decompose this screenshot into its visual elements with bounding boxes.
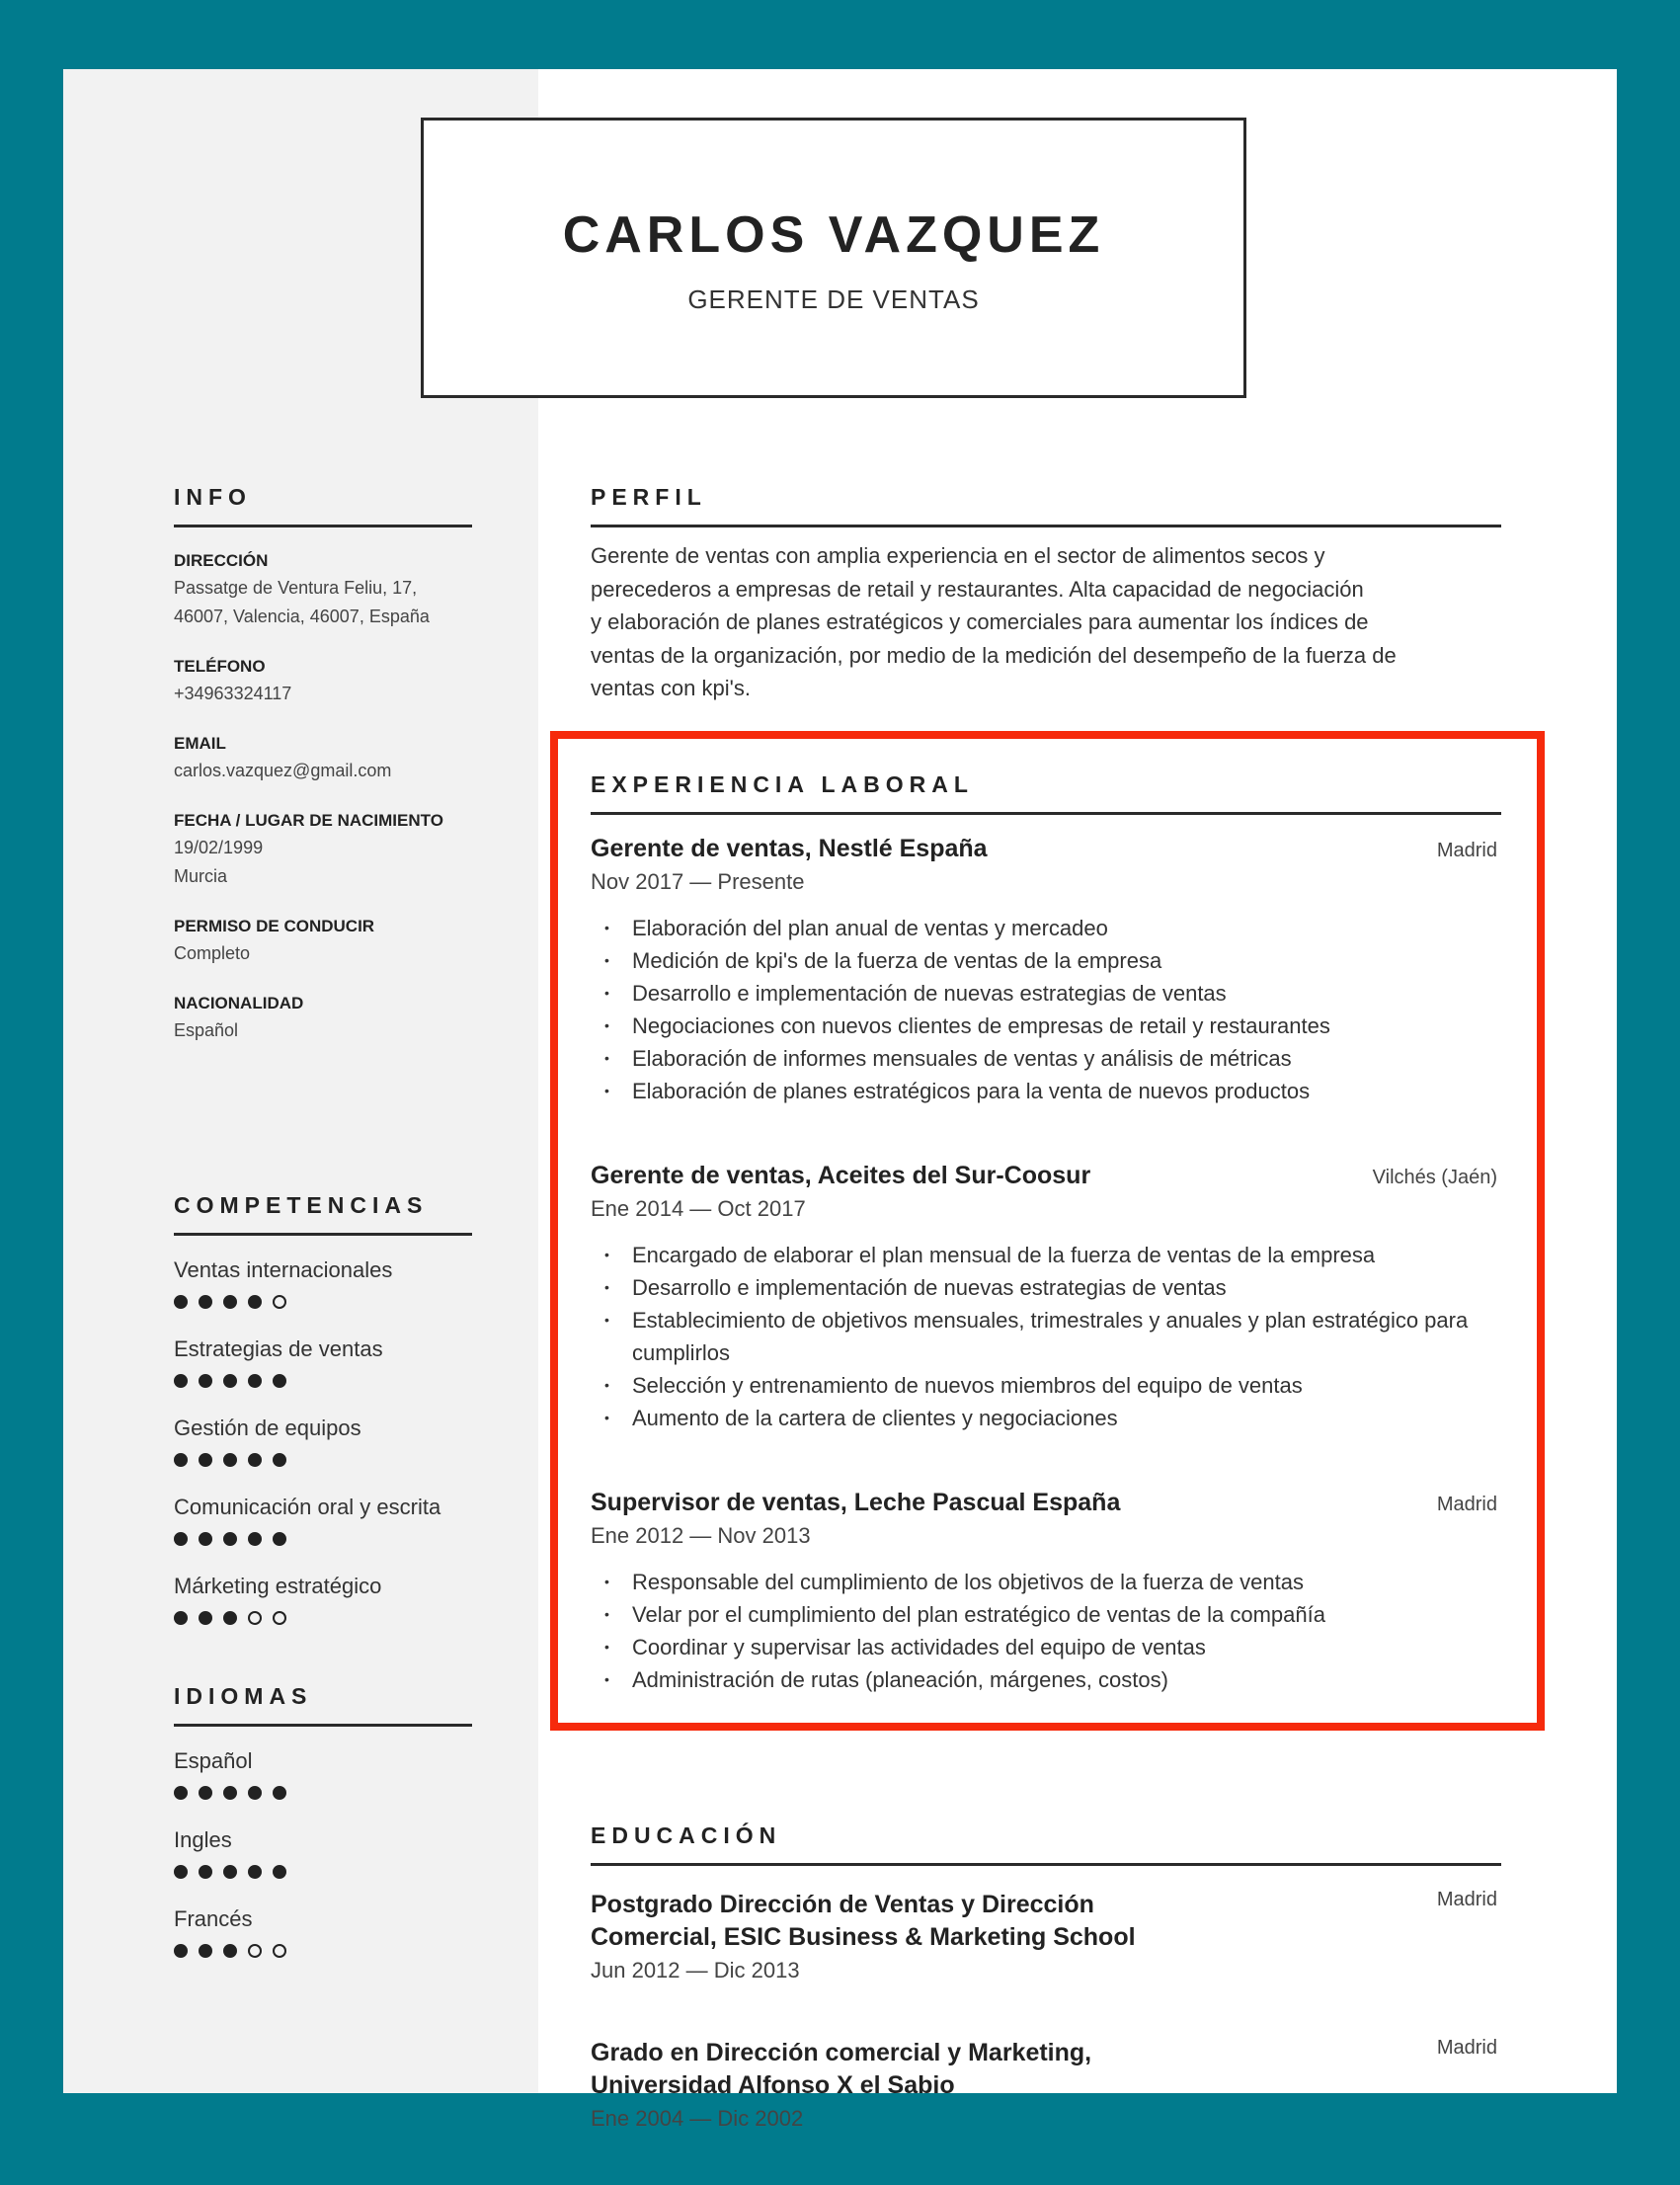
education-date: Jun 2012 — Dic 2013	[591, 1958, 800, 1983]
job-bullets	[591, 912, 1501, 1107]
filled-dot	[273, 1532, 286, 1546]
idioma-item	[174, 1744, 472, 1823]
filled-dot	[248, 1865, 262, 1879]
competencia-name: Gestión de equipos	[174, 1416, 361, 1440]
info-label: NACIONALIDAD	[174, 994, 304, 1012]
filled-dot	[223, 1865, 237, 1879]
empty-dot	[273, 1944, 286, 1958]
job-location: Vilchés (Jaén)	[1372, 1167, 1497, 1188]
filled-dot	[273, 1786, 286, 1800]
candidate-name: CARLOS VAZQUEZ	[562, 206, 1105, 264]
filled-dot	[199, 1532, 212, 1546]
filled-dot	[223, 1453, 237, 1467]
perfil-line: Gerente de ventas con amplia experiencia en el sector de alimentos secos y	[591, 543, 1325, 568]
job-bullet: • Desarrollo e implementación de nuevas estrategias de ventas	[591, 1271, 1501, 1304]
filled-dot	[248, 1295, 262, 1309]
filled-dot	[174, 1786, 188, 1800]
filled-dot	[199, 1611, 212, 1625]
job-date: Nov 2017 — Presente	[591, 869, 805, 894]
idioma-name: Español	[174, 1748, 253, 1773]
educacion-list	[591, 1889, 1501, 2185]
competencias-list	[174, 1254, 472, 1649]
candidate-role: GERENTE DE VENTAS	[687, 284, 980, 314]
perfil-line: perecederos a empresas de retail y restaurantes. Alta capacidad de negociación	[591, 576, 1364, 602]
filled-dot	[223, 1374, 237, 1388]
job-bullet: • Medición de kpi's de la fuerza de ventas de la empresa	[591, 944, 1501, 977]
info-item	[174, 914, 472, 968]
job-entry	[591, 832, 1501, 1107]
educacion-section-title: EDUCACIÓN	[591, 1822, 1501, 1866]
filled-dot	[223, 1295, 237, 1309]
filled-dot	[248, 1786, 262, 1800]
filled-dot	[199, 1374, 212, 1388]
filled-dot	[273, 1865, 286, 1879]
idiomas-section-title: IDIOMAS	[174, 1683, 472, 1727]
skill-level-dots	[174, 1611, 472, 1625]
education-header	[591, 1889, 1501, 1954]
job-bullet: • Desarrollo e implementación de nuevas estrategias de ventas	[591, 977, 1501, 1010]
filled-dot	[199, 1453, 212, 1467]
competencia-item	[174, 1491, 472, 1570]
job-title: Gerente de ventas, Aceites del Sur-Coosur	[591, 1162, 1091, 1189]
perfil-text	[591, 539, 1501, 705]
info-value: Murcia	[174, 866, 228, 886]
job-bullet: • Aumento de la cartera de clientes y negociaciones	[591, 1402, 1501, 1434]
info-value: Passatge de Ventura Feliu, 17,	[174, 578, 418, 598]
skill-level-dots	[174, 1865, 472, 1879]
competencia-item	[174, 1412, 472, 1491]
job-bullet: • Responsable del cumplimiento de los objetivos de la fuerza de ventas	[591, 1566, 1501, 1598]
job-entry	[591, 1486, 1501, 1696]
competencia-name: Comunicación oral y escrita	[174, 1495, 441, 1519]
idioma-name: Ingles	[174, 1827, 232, 1852]
perfil-section-title: PERFIL	[591, 484, 1501, 527]
education-name: Postgrado Dirección de Ventas y Dirección Comercial, ESIC Business & Marketing School	[591, 1891, 1136, 1951]
info-label: PERMISO DE CONDUCIR	[174, 917, 375, 935]
info-item	[174, 548, 472, 631]
skill-level-dots	[174, 1944, 472, 1958]
info-item	[174, 654, 472, 708]
idiomas-list	[174, 1744, 472, 1982]
perfil-line: y elaboración de planes estratégicos y comerciales para aumentar los índices de	[591, 609, 1369, 634]
competencia-item	[174, 1570, 472, 1649]
education-entry	[591, 2037, 1501, 2136]
info-value: 46007, Valencia, 46007, España	[174, 607, 430, 626]
experiencia-section-title: EXPERIENCIA LABORAL	[591, 771, 1501, 815]
filled-dot	[248, 1374, 262, 1388]
info-section-title: INFO	[174, 484, 472, 527]
filled-dot	[174, 1453, 188, 1467]
education-entry	[591, 1889, 1501, 1987]
perfil-line: ventas con kpi's.	[591, 676, 751, 700]
filled-dot	[223, 1944, 237, 1958]
filled-dot	[223, 1532, 237, 1546]
info-item	[174, 991, 472, 1045]
job-entry	[591, 1159, 1501, 1434]
filled-dot	[199, 1295, 212, 1309]
empty-dot	[273, 1611, 286, 1625]
info-item	[174, 808, 472, 891]
job-location: Madrid	[1436, 840, 1497, 861]
education-location: Madrid	[1436, 1889, 1497, 1910]
empty-dot	[273, 1295, 286, 1309]
job-bullets	[591, 1566, 1501, 1696]
filled-dot	[199, 1786, 212, 1800]
idioma-item	[174, 1823, 472, 1902]
skill-level-dots	[174, 1374, 472, 1388]
skill-level-dots	[174, 1532, 472, 1546]
job-bullet: • Coordinar y supervisar las actividades del equipo de ventas	[591, 1631, 1501, 1663]
empty-dot	[248, 1944, 262, 1958]
idioma-item	[174, 1902, 472, 1982]
filled-dot	[223, 1611, 237, 1625]
perfil-line: ventas de la organización, por medio de la medición del desempeño de la fuerza de	[591, 642, 1397, 668]
job-header	[591, 1486, 1501, 1519]
job-header	[591, 1159, 1501, 1192]
filled-dot	[174, 1532, 188, 1546]
filled-dot	[174, 1611, 188, 1625]
job-bullet: • Selección y entrenamiento de nuevos miembros del equipo de ventas	[591, 1369, 1501, 1402]
info-value: +34963324117	[174, 684, 292, 703]
info-list	[174, 548, 472, 1068]
competencia-name: Estrategias de ventas	[174, 1336, 383, 1361]
filled-dot	[174, 1865, 188, 1879]
info-value: 19/02/1999	[174, 838, 264, 857]
info-label: TELÉFONO	[174, 657, 266, 676]
job-bullet: • Elaboración del plan anual de ventas y mercadeo	[591, 912, 1501, 944]
info-label: DIRECCIÓN	[174, 551, 269, 570]
filled-dot	[199, 1944, 212, 1958]
filled-dot	[199, 1865, 212, 1879]
job-title: Supervisor de ventas, Leche Pascual España	[591, 1489, 1121, 1516]
info-label: EMAIL	[174, 734, 226, 753]
education-header	[591, 2037, 1501, 2102]
info-label: FECHA / LUGAR DE NACIMIENTO	[174, 811, 443, 830]
job-bullet: • Administración de rutas (planeación, márgenes, costos)	[591, 1663, 1501, 1696]
info-value: carlos.vazquez@gmail.com	[174, 761, 392, 780]
skill-level-dots	[174, 1295, 472, 1309]
filled-dot	[223, 1786, 237, 1800]
education-name: Grado en Dirección comercial y Marketing, Universidad Alfonso X el Sabio	[591, 2039, 1092, 2099]
education-date: Ene 2004 — Dic 2002	[591, 2106, 804, 2131]
job-header	[591, 832, 1501, 865]
skill-level-dots	[174, 1786, 472, 1800]
filled-dot	[248, 1453, 262, 1467]
job-bullet: • Elaboración de planes estratégicos para la venta de nuevos productos	[591, 1075, 1501, 1107]
competencias-section-title: COMPETENCIAS	[174, 1192, 472, 1236]
filled-dot	[174, 1374, 188, 1388]
info-value: Español	[174, 1020, 239, 1040]
info-item	[174, 731, 472, 785]
filled-dot	[273, 1374, 286, 1388]
filled-dot	[273, 1453, 286, 1467]
job-bullets	[591, 1239, 1501, 1434]
job-date: Ene 2014 — Oct 2017	[591, 1196, 806, 1221]
job-bullet: • Negociaciones con nuevos clientes de empresas de retail y restaurantes	[591, 1010, 1501, 1042]
job-bullet: • Elaboración de informes mensuales de ventas y análisis de métricas	[591, 1042, 1501, 1075]
resume-page	[63, 69, 1617, 2131]
job-location: Madrid	[1436, 1494, 1497, 1515]
job-bullet: • Encargado de elaborar el plan mensual de la fuerza de ventas de la empresa	[591, 1239, 1501, 1271]
header-name-box	[421, 118, 1246, 398]
education-location: Madrid	[1436, 2037, 1497, 2059]
empty-dot	[248, 1611, 262, 1625]
competencia-name: Ventas internacionales	[174, 1257, 393, 1282]
info-value: Completo	[174, 943, 251, 963]
job-bullet: • Establecimiento de objetivos mensuales, trimestrales y anuales y plan estratégico para cumplirlos	[591, 1304, 1501, 1369]
idioma-name: Francés	[174, 1906, 253, 1931]
skill-level-dots	[174, 1453, 472, 1467]
experiencia-list	[591, 832, 1501, 1696]
job-date: Ene 2012 — Nov 2013	[591, 1523, 811, 1548]
filled-dot	[174, 1295, 188, 1309]
competencia-name: Márketing estratégico	[174, 1574, 382, 1598]
competencia-item	[174, 1254, 472, 1333]
competencia-item	[174, 1333, 472, 1412]
job-bullet: • Velar por el cumplimiento del plan estratégico de ventas de la compañía	[591, 1598, 1501, 1631]
filled-dot	[174, 1944, 188, 1958]
filled-dot	[248, 1532, 262, 1546]
job-title: Gerente de ventas, Nestlé España	[591, 835, 988, 862]
